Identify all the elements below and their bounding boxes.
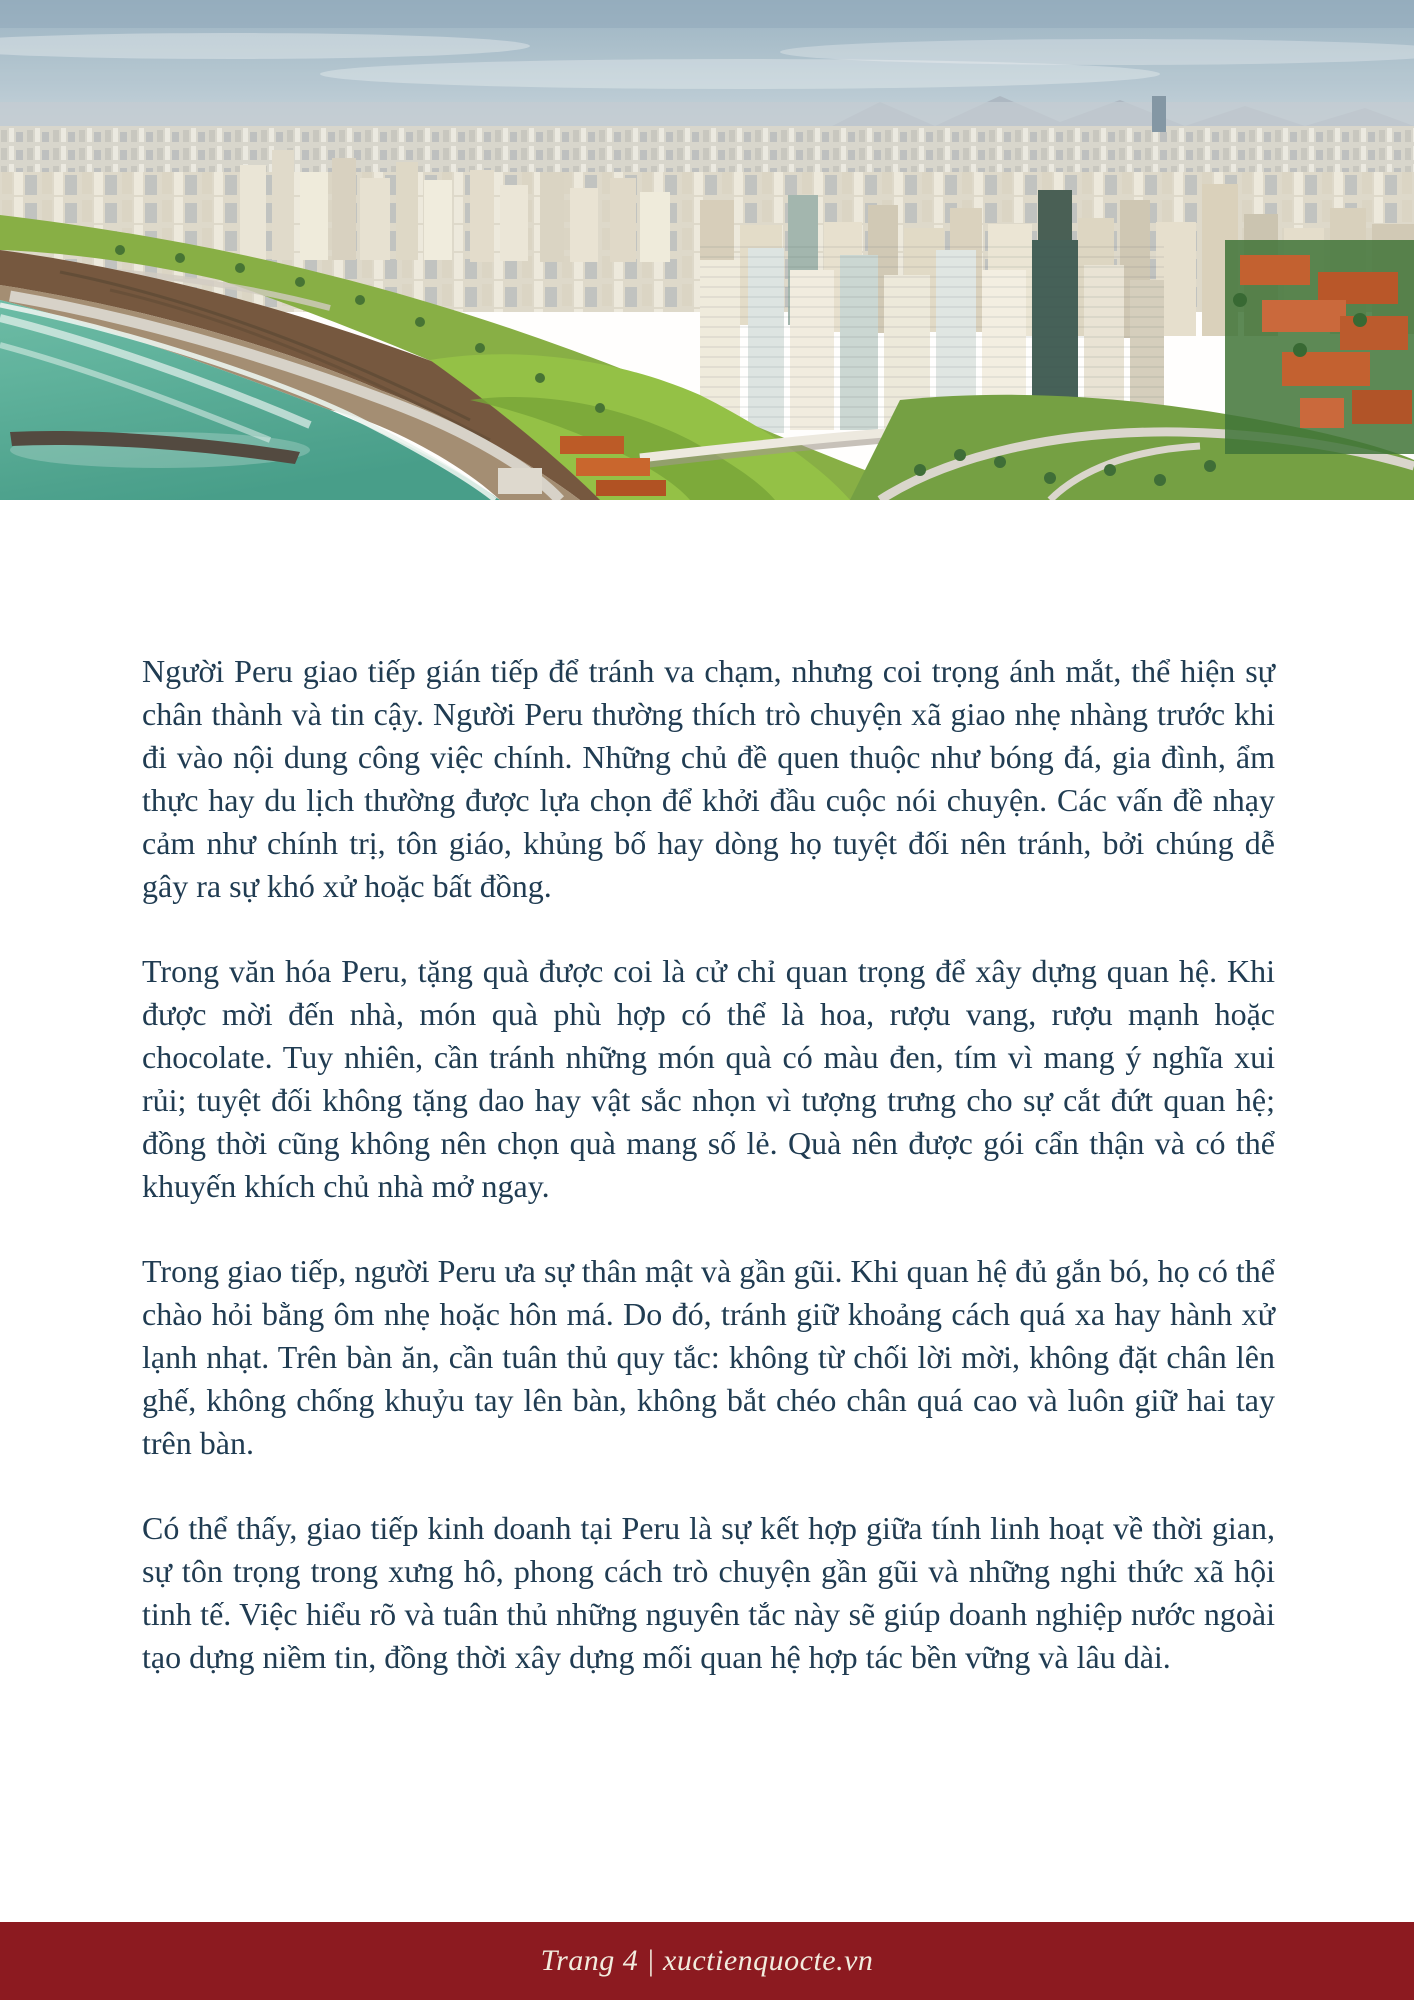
paragraph-communication-style: Người Peru giao tiếp gián tiếp để tránh va chạm, nhưng coi trọng ánh mắt, thể hiện sự chân thành và tin cậy. Người Peru thường thích trò chuyện xã giao nhẹ nhàng trước khi đi vào nội dung công việc chính. Những chủ đề quen thuộc như bóng đá, gia đình, ẩm thực hay du lịch thường được lựa chọn để khởi đầu cuộc nói chuyện. Các vấn đề nhạy cảm như chính trị, tôn giáo, khủng bố hay dòng họ tuyệt đối nên tránh, bởi chúng dễ gây ra sự khó xử hoặc bất đồng.	[142, 653, 1275, 904]
paragraph-gift-culture: Trong văn hóa Peru, tặng quà được coi là cử chỉ quan trọng để xây dựng quan hệ. Khi được mời đến nhà, món quà phù hợp có thể là hoa, rượu vang, rượu mạnh hoặc chocolate. Tuy nhiên, cần tránh những món quà có màu đen, tím vì mang ý nghĩa xui rủi; tuyệt đối không tặng dao hay vật sắc nhọn vì tượng trưng cho sự cắt đứt quan hệ; đồng thời cũng không nên chọn quà mang số lẻ. Quà nên được gói cẩn thận và có thể khuyến khích chủ nhà mở ngay.	[142, 953, 1275, 1204]
paragraph-conclusion: Có thể thấy, giao tiếp kinh doanh tại Peru là sự kết hợp giữa tính linh hoạt về thời gian, sự tôn trọng trong xưng hô, phong cách trò chuyện gần gũi và những nghi thức xã hội tinh tế. Việc hiểu rõ và tuân thủ những nguyên tắc này sẽ giúp doanh nghiệp nước ngoài tạo dựng niềm tin, đồng thời xây dựng mối quan hệ hợp tác bền vững và lâu dài.	[142, 1510, 1275, 1675]
page-footer	[0, 1922, 1414, 2000]
footer-page-info: Trang 4 | xuctienquocte.vn	[540, 1944, 874, 1977]
paragraph-personal-space-etiquette: Trong giao tiếp, người Peru ưa sự thân mật và gần gũi. Khi quan hệ đủ gắn bó, họ có thể chào hỏi bằng ôm nhẹ hoặc hôn má. Do đó, tránh giữ khoảng cách quá xa hay hành xử lạnh nhạt. Trên bàn ăn, cần tuân thủ quy tắc: không từ chối lời mời, không đặt chân lên ghế, không chống khuỷu tay lên bàn, không bắt chéo chân quá cao và luôn giữ hai tay trên bàn.	[142, 1253, 1275, 1461]
article-body	[142, 650, 1275, 1679]
hero-photo	[0, 0, 1414, 500]
